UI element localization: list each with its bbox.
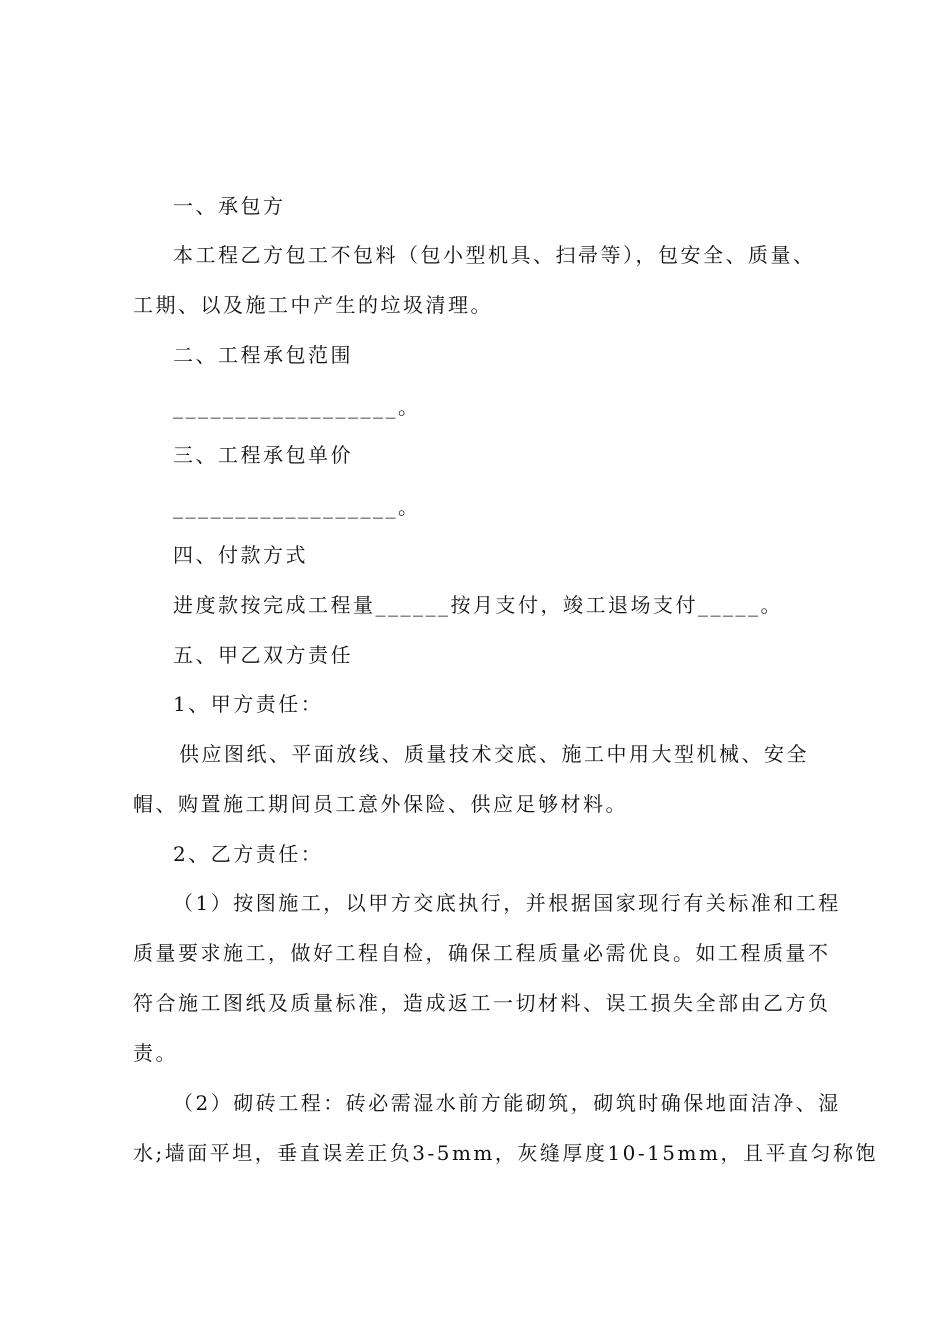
- section-heading-contractor: 一、承包方: [173, 194, 286, 218]
- paragraph-line: 进度款按完成工程量______按月支付，竣工退场支付_____。: [173, 593, 783, 617]
- paragraph-line: 帽、购置施工期间员工意外保险、供应足够材料。: [133, 792, 628, 816]
- paragraph-line: （1）按图施工，以甲方交底执行，并根据国家现行有关标准和工程: [173, 891, 841, 915]
- paragraph-line: 本工程乙方包工不包料（包小型机具、扫帚等），包安全、质量、: [173, 243, 816, 267]
- paragraph-line: 符合施工图纸及质量标准，造成返工一切材料、误工损失全部由乙方负: [133, 991, 831, 1015]
- paragraph-line: 供应图纸、平面放线、质量技术交底、施工中用大型机械、安全: [179, 742, 809, 766]
- subheading-party-b: 2、乙方责任：: [173, 842, 324, 866]
- paragraph-line: 质量要求施工，做好工程自检，确保工程质量必需优良。如工程质量不: [133, 941, 831, 965]
- blank-fill-line: __________________。: [173, 395, 421, 419]
- paragraph-line: （2）砌砖工程：砖必需湿水前方能砌筑，砌筑时确保地面洁净、湿: [173, 1091, 841, 1115]
- blank-fill-line: __________________。: [173, 495, 421, 519]
- paragraph-line: 工期、以及施工中产生的垃圾清理。: [133, 293, 493, 317]
- section-heading-unit-price: 三、工程承包单价: [173, 443, 353, 467]
- paragraph-line: 责。: [133, 1041, 178, 1065]
- section-heading-responsibilities: 五、甲乙双方责任: [173, 643, 353, 667]
- subheading-party-a: 1、甲方责任：: [173, 692, 324, 716]
- section-heading-payment: 四、付款方式: [173, 543, 308, 567]
- paragraph-line: 水;墙面平坦，垂直误差正负3-5mm，灰缝厚度10-15mm，且平直匀称饱: [133, 1141, 878, 1165]
- section-heading-scope: 二、工程承包范围: [173, 343, 353, 367]
